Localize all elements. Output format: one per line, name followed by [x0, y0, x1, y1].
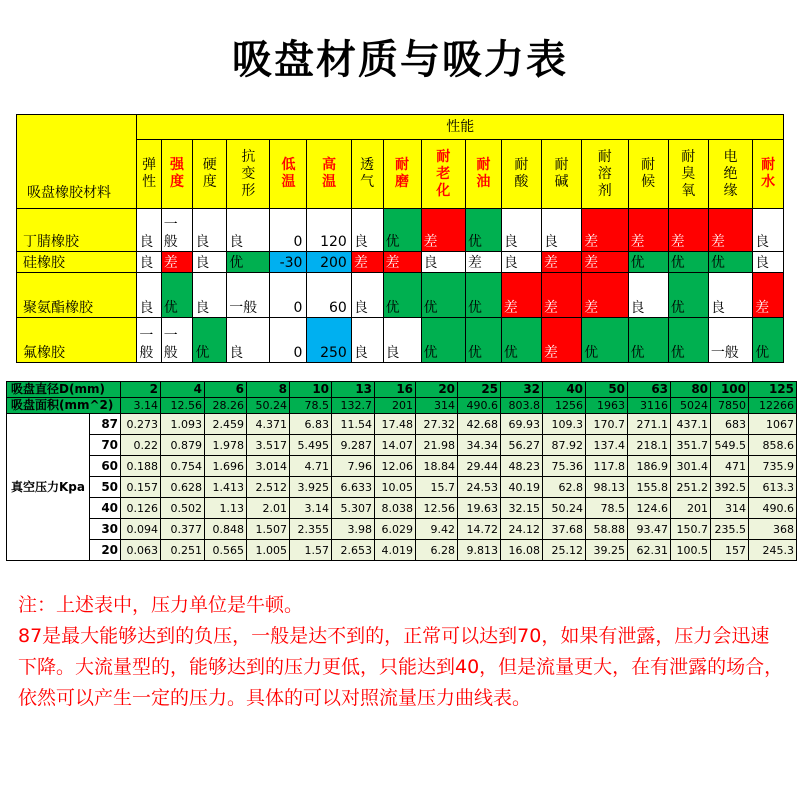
force-cell: 9.42: [416, 519, 458, 540]
property-label: 耐候: [641, 157, 656, 190]
force-cell: 21.98: [416, 435, 458, 456]
force-cell: 271.1: [628, 414, 671, 435]
material-rating-cell: 优: [628, 318, 668, 363]
force-cell: 2.512: [247, 477, 290, 498]
material-rating-cell: 良: [351, 318, 383, 363]
material-row: [17, 252, 784, 273]
material-rating-cell: 优: [668, 273, 708, 318]
force-cell: 2.459: [205, 414, 247, 435]
material-rating-cell: 良: [501, 209, 541, 252]
material-rating-cell: 差: [465, 252, 501, 273]
force-cell: 471: [711, 456, 749, 477]
material-rating-cell: 差: [351, 252, 383, 273]
area-cell: 28.26: [205, 398, 247, 414]
material-rating-cell: 差: [161, 252, 193, 273]
area-cell: 5024: [671, 398, 711, 414]
pressure-value: 30: [90, 519, 121, 540]
force-cell: 1067: [749, 414, 797, 435]
material-row: [17, 318, 784, 363]
force-cell: 32.15: [501, 498, 543, 519]
material-rating-cell: 良: [753, 252, 784, 273]
force-cell: 117.8: [586, 456, 628, 477]
force-cell: 137.4: [586, 435, 628, 456]
material-rating-cell: 优: [501, 318, 541, 363]
force-cell: 109.3: [543, 414, 586, 435]
force-row: [7, 456, 797, 477]
material-name: 氟橡胶: [17, 318, 137, 363]
force-cell: 251.2: [671, 477, 711, 498]
material-rating-cell: 优: [383, 273, 421, 318]
force-cell: 0.502: [161, 498, 205, 519]
property-label: 耐酸: [514, 157, 529, 190]
material-rating-cell: 优: [421, 273, 465, 318]
force-cell: 0.628: [161, 477, 205, 498]
force-cell: 42.68: [458, 414, 501, 435]
note-line-unit: 注：上述表中，压力单位是牛顿。: [18, 594, 304, 616]
diameter-cell: 100: [711, 382, 749, 398]
property-header: [161, 140, 193, 209]
force-row: [7, 477, 797, 498]
pressure-value: 50: [90, 477, 121, 498]
material-rating-cell: 良: [351, 273, 383, 318]
force-cell: 29.44: [458, 456, 501, 477]
force-cell: 11.54: [332, 414, 375, 435]
force-cell: 6.83: [290, 414, 332, 435]
property-header: [628, 140, 668, 209]
property-header: [270, 140, 307, 209]
material-rating-cell: 良: [193, 252, 227, 273]
force-row: [7, 414, 797, 435]
force-cell: 39.25: [586, 540, 628, 561]
diameter-row: [7, 382, 797, 398]
force-cell: 351.7: [671, 435, 711, 456]
material-table: [16, 114, 784, 363]
force-cell: 5.495: [290, 435, 332, 456]
force-cell: 14.72: [458, 519, 501, 540]
material-rating-cell: 优: [193, 318, 227, 363]
property-header: [137, 140, 161, 209]
material-rating-cell: 良: [227, 209, 270, 252]
force-cell: 7.96: [332, 456, 375, 477]
diameter-cell: 13: [332, 382, 375, 398]
force-cell: 8.038: [375, 498, 416, 519]
pressure-value: 70: [90, 435, 121, 456]
material-rating-cell: -30: [270, 252, 307, 273]
force-cell: 6.029: [375, 519, 416, 540]
pressure-label: 真空压力Kpa: [7, 414, 90, 561]
force-cell: 1.696: [205, 456, 247, 477]
force-cell: 14.07: [375, 435, 416, 456]
force-cell: 0.565: [205, 540, 247, 561]
material-rating-cell: 良: [421, 252, 465, 273]
force-cell: 18.84: [416, 456, 458, 477]
force-cell: 1.005: [247, 540, 290, 561]
diameter-cell: 40: [543, 382, 586, 398]
force-cell: 735.9: [749, 456, 797, 477]
material-rating-cell: 良: [541, 209, 581, 252]
material-rating-cell: 60: [307, 273, 351, 318]
force-row: [7, 519, 797, 540]
force-cell: 0.157: [121, 477, 161, 498]
force-cell: 858.6: [749, 435, 797, 456]
force-cell: 201: [671, 498, 711, 519]
force-cell: 0.848: [205, 519, 247, 540]
material-name: 聚氨酯橡胶: [17, 273, 137, 318]
area-cell: 3.14: [121, 398, 161, 414]
property-header: [708, 140, 752, 209]
material-rating-cell: 优: [227, 252, 270, 273]
force-row: [7, 540, 797, 561]
material-rating-cell: 差: [541, 318, 581, 363]
force-cell: 37.68: [543, 519, 586, 540]
pressure-value: 60: [90, 456, 121, 477]
diameter-cell: 20: [416, 382, 458, 398]
force-cell: 56.27: [501, 435, 543, 456]
diameter-cell: 8: [247, 382, 290, 398]
force-cell: 17.48: [375, 414, 416, 435]
property-label: 耐臭氧: [681, 148, 696, 199]
material-rating-cell: 0: [270, 273, 307, 318]
material-rating-cell: 良: [193, 273, 227, 318]
material-name: 硅橡胶: [17, 252, 137, 273]
material-rating-cell: 优: [753, 318, 784, 363]
force-cell: 0.879: [161, 435, 205, 456]
force-cell: 5.307: [332, 498, 375, 519]
note-line-detail: 87是最大能够达到的负压，一般是达不到的，正常可以达到70，如果有泄露，压力会迅速下降。大流量型的，能够达到的压力更低，只能达到40，但是流量更大，在有泄露的场合，依然可以产生一定的压力。具体的可以对照流量压力曲线表。: [18, 625, 784, 709]
area-cell: 314: [416, 398, 458, 414]
diameter-cell: 63: [628, 382, 671, 398]
force-row: [7, 435, 797, 456]
material-rating-cell: 良: [383, 318, 421, 363]
material-rating-cell: 优: [668, 318, 708, 363]
force-cell: 9.813: [458, 540, 501, 561]
area-cell: 1256: [543, 398, 586, 414]
property-group-label: 性能: [137, 115, 784, 140]
force-cell: 314: [711, 498, 749, 519]
force-cell: 301.4: [671, 456, 711, 477]
diameter-cell: 4: [161, 382, 205, 398]
material-rating-cell: 一般: [137, 318, 161, 363]
force-cell: 437.1: [671, 414, 711, 435]
diameter-cell: 10: [290, 382, 332, 398]
suction-force-table: [6, 381, 797, 561]
force-cell: 1.413: [205, 477, 247, 498]
material-rating-cell: 0: [270, 209, 307, 252]
force-cell: 4.371: [247, 414, 290, 435]
property-label: 强度: [170, 157, 185, 190]
material-rating-cell: 优: [582, 318, 628, 363]
material-row: [17, 209, 784, 252]
force-cell: 27.32: [416, 414, 458, 435]
property-label: 耐溶剂: [597, 148, 612, 199]
property-label: 耐碱: [554, 157, 569, 190]
force-cell: 245.3: [749, 540, 797, 561]
material-rating-cell: 良: [137, 273, 161, 318]
property-header: [668, 140, 708, 209]
property-label: 耐水: [761, 157, 776, 190]
property-label: 耐油: [476, 157, 491, 190]
area-cell: 1963: [586, 398, 628, 414]
force-cell: 25.12: [543, 540, 586, 561]
property-header: [501, 140, 541, 209]
property-header: [753, 140, 784, 209]
material-header-row: [17, 115, 784, 140]
force-cell: 19.63: [458, 498, 501, 519]
force-cell: 0.063: [121, 540, 161, 561]
force-cell: 0.126: [121, 498, 161, 519]
force-cell: 3.98: [332, 519, 375, 540]
material-rating-cell: 一般: [161, 209, 193, 252]
material-rating-cell: 优: [465, 273, 501, 318]
page-title: 吸盘材质与吸力表: [232, 37, 568, 83]
material-rating-cell: 一般: [708, 318, 752, 363]
force-cell: 34.34: [458, 435, 501, 456]
area-cell: 132.7: [332, 398, 375, 414]
material-rating-cell: 差: [708, 209, 752, 252]
force-cell: 93.47: [628, 519, 671, 540]
pressure-value: 87: [90, 414, 121, 435]
material-rating-cell: 0: [270, 318, 307, 363]
force-cell: 368: [749, 519, 797, 540]
material-rating-cell: 优: [421, 318, 465, 363]
material-rating-cell: 良: [708, 273, 752, 318]
material-rating-cell: 良: [227, 318, 270, 363]
material-rating-cell: 良: [137, 209, 161, 252]
force-cell: 124.6: [628, 498, 671, 519]
property-header: [582, 140, 628, 209]
property-header: [227, 140, 270, 209]
area-cell: 803.8: [501, 398, 543, 414]
force-cell: 87.92: [543, 435, 586, 456]
force-cell: 1.13: [205, 498, 247, 519]
force-cell: 490.6: [749, 498, 797, 519]
material-rating-cell: 良: [351, 209, 383, 252]
material-rating-cell: 优: [383, 209, 421, 252]
area-label: 吸盘面积(mm^2): [7, 398, 121, 414]
diameter-cell: 6: [205, 382, 247, 398]
force-cell: 48.23: [501, 456, 543, 477]
force-cell: 62.8: [543, 477, 586, 498]
force-cell: 155.8: [628, 477, 671, 498]
force-cell: 24.53: [458, 477, 501, 498]
force-cell: 1.093: [161, 414, 205, 435]
force-cell: 69.93: [501, 414, 543, 435]
force-cell: 392.5: [711, 477, 749, 498]
area-cell: 490.6: [458, 398, 501, 414]
force-cell: 12.56: [416, 498, 458, 519]
force-cell: 40.19: [501, 477, 543, 498]
force-cell: 218.1: [628, 435, 671, 456]
material-rating-cell: 优: [708, 252, 752, 273]
area-cell: 12.56: [161, 398, 205, 414]
force-cell: 10.05: [375, 477, 416, 498]
note-text: [18, 590, 788, 714]
diameter-cell: 25: [458, 382, 501, 398]
material-rating-cell: 良: [628, 273, 668, 318]
force-cell: 235.5: [711, 519, 749, 540]
property-header: [383, 140, 421, 209]
diameter-cell: 16: [375, 382, 416, 398]
material-rating-cell: 200: [307, 252, 351, 273]
force-cell: 0.251: [161, 540, 205, 561]
material-rating-cell: 良: [137, 252, 161, 273]
property-label: 电绝缘: [723, 148, 738, 199]
diameter-cell: 125: [749, 382, 797, 398]
property-header: [465, 140, 501, 209]
property-header: [351, 140, 383, 209]
area-cell: 7850: [711, 398, 749, 414]
material-rating-cell: 250: [307, 318, 351, 363]
force-cell: 6.633: [332, 477, 375, 498]
force-cell: 62.31: [628, 540, 671, 561]
force-cell: 1.507: [247, 519, 290, 540]
force-cell: 683: [711, 414, 749, 435]
material-name: 丁腈橡胶: [17, 209, 137, 252]
force-cell: 6.28: [416, 540, 458, 561]
material-rating-cell: 差: [541, 273, 581, 318]
property-header: [193, 140, 227, 209]
force-cell: 3.014: [247, 456, 290, 477]
material-rating-cell: 差: [668, 209, 708, 252]
force-cell: 186.9: [628, 456, 671, 477]
property-header: [421, 140, 465, 209]
force-cell: 24.12: [501, 519, 543, 540]
material-rating-cell: 优: [465, 209, 501, 252]
material-rating-cell: 差: [582, 209, 628, 252]
force-row: [7, 498, 797, 519]
property-header: [541, 140, 581, 209]
force-cell: 98.13: [586, 477, 628, 498]
material-rating-cell: 120: [307, 209, 351, 252]
material-rating-cell: 差: [582, 252, 628, 273]
force-cell: 78.5: [586, 498, 628, 519]
area-cell: 50.24: [247, 398, 290, 414]
force-cell: 3.925: [290, 477, 332, 498]
force-cell: 9.287: [332, 435, 375, 456]
force-cell: 75.36: [543, 456, 586, 477]
force-cell: 4.019: [375, 540, 416, 561]
force-cell: 15.7: [416, 477, 458, 498]
area-cell: 3116: [628, 398, 671, 414]
property-label: 硬度: [202, 157, 217, 190]
material-corner-label: 吸盘橡胶材料: [17, 115, 137, 209]
material-rating-cell: 良: [753, 209, 784, 252]
force-cell: 0.377: [161, 519, 205, 540]
force-cell: 1.978: [205, 435, 247, 456]
force-cell: 12.06: [375, 456, 416, 477]
force-cell: 157: [711, 540, 749, 561]
material-row: [17, 273, 784, 318]
material-rating-cell: 优: [465, 318, 501, 363]
property-label: 耐磨: [395, 157, 409, 190]
material-rating-cell: 差: [541, 252, 581, 273]
force-cell: 0.22: [121, 435, 161, 456]
pressure-value: 20: [90, 540, 121, 561]
material-rating-cell: 差: [628, 209, 668, 252]
material-rating-cell: 一般: [227, 273, 270, 318]
area-cell: 12266: [749, 398, 797, 414]
force-cell: 0.094: [121, 519, 161, 540]
material-rating-cell: 优: [668, 252, 708, 273]
force-cell: 100.5: [671, 540, 711, 561]
material-rating-cell: 差: [753, 273, 784, 318]
force-cell: 0.188: [121, 456, 161, 477]
pressure-value: 40: [90, 498, 121, 519]
property-label: 耐老化: [436, 148, 451, 199]
diameter-cell: 32: [501, 382, 543, 398]
force-cell: 58.88: [586, 519, 628, 540]
area-cell: 78.5: [290, 398, 332, 414]
force-cell: 0.754: [161, 456, 205, 477]
force-cell: 16.08: [501, 540, 543, 561]
force-cell: 50.24: [543, 498, 586, 519]
property-label: 低温: [281, 157, 296, 190]
property-header: [307, 140, 351, 209]
force-cell: 4.71: [290, 456, 332, 477]
material-rating-cell: 差: [582, 273, 628, 318]
force-cell: 3.14: [290, 498, 332, 519]
property-label: 抗变形: [241, 148, 256, 199]
force-cell: 1.57: [290, 540, 332, 561]
material-rating-cell: 优: [628, 252, 668, 273]
force-cell: 150.7: [671, 519, 711, 540]
diameter-label: 吸盘直径D(mm): [7, 382, 121, 398]
property-label: 高温: [322, 157, 337, 190]
force-cell: 3.517: [247, 435, 290, 456]
material-rating-cell: 良: [193, 209, 227, 252]
material-rating-cell: 优: [161, 273, 193, 318]
material-rating-cell: 差: [421, 209, 465, 252]
diameter-cell: 80: [671, 382, 711, 398]
force-cell: 549.5: [711, 435, 749, 456]
area-cell: 201: [375, 398, 416, 414]
diameter-cell: 50: [586, 382, 628, 398]
force-cell: 2.01: [247, 498, 290, 519]
diameter-cell: 2: [121, 382, 161, 398]
force-cell: 170.7: [586, 414, 628, 435]
force-cell: 2.355: [290, 519, 332, 540]
material-rating-cell: 良: [501, 252, 541, 273]
area-row: [7, 398, 797, 414]
property-label: 弹性: [142, 157, 157, 190]
force-cell: 0.273: [121, 414, 161, 435]
property-label: 透气: [360, 157, 375, 190]
force-cell: 2.653: [332, 540, 375, 561]
material-rating-cell: 差: [383, 252, 421, 273]
force-cell: 613.3: [749, 477, 797, 498]
material-rating-cell: 差: [501, 273, 541, 318]
material-rating-cell: 一般: [161, 318, 193, 363]
